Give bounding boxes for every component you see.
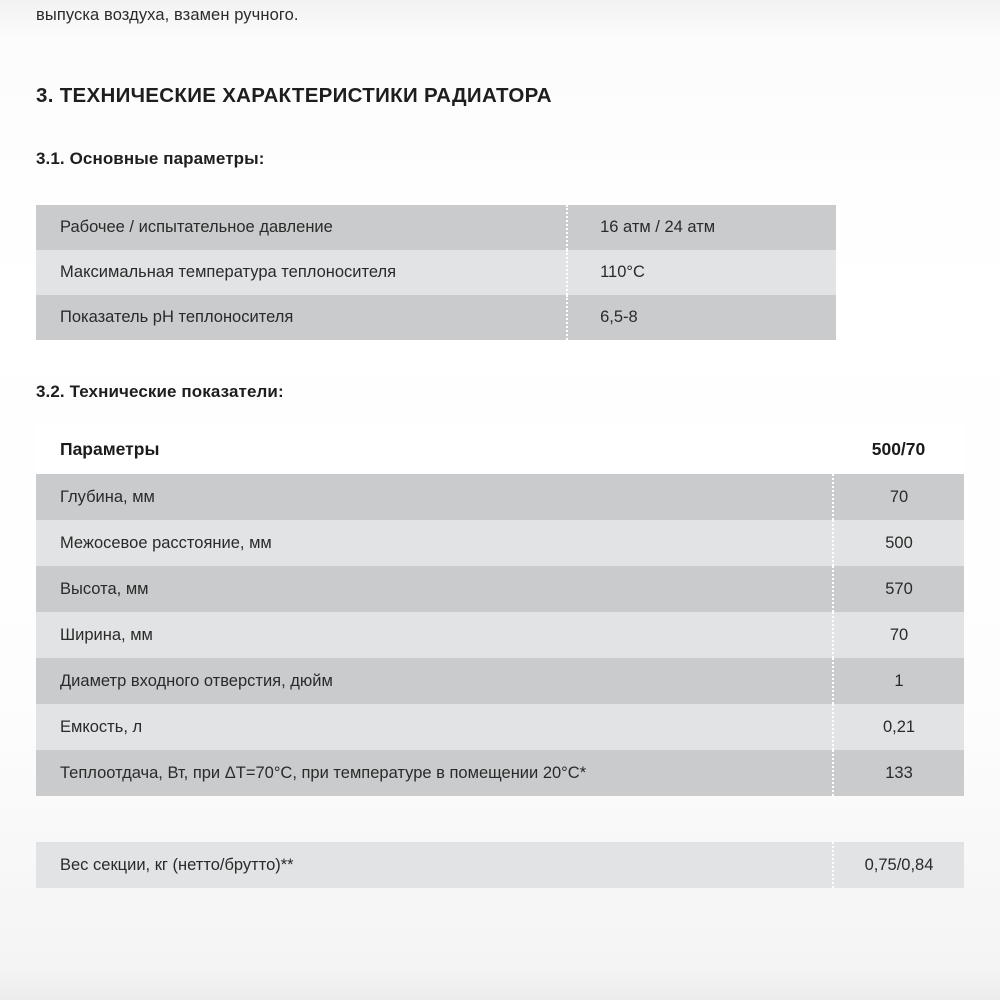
parameter-name: Показатель pH теплоносителя	[36, 295, 567, 340]
indicator-name: Вес секции, кг (нетто/брутто)**	[36, 842, 833, 888]
column-header-parameters: Параметры	[36, 424, 833, 474]
indicator-value: 133	[833, 750, 964, 796]
table-row	[36, 704, 964, 750]
indicator-value: 570	[833, 566, 964, 612]
parameter-name: Максимальная температура теплоносителя	[36, 250, 567, 295]
basic-parameters-table	[36, 205, 836, 340]
section-heading: 3. ТЕХНИЧЕСКИЕ ХАРАКТЕРИСТИКИ РАДИАТОРА	[36, 84, 552, 107]
column-header-model: 500/70	[833, 424, 964, 474]
subsection-heading-technical-indicators: 3.2. Технические показатели:	[36, 382, 284, 401]
indicator-name: Ширина, мм	[36, 612, 833, 658]
parameter-value: 110°C	[567, 250, 836, 295]
indicator-name: Межосевое расстояние, мм	[36, 520, 833, 566]
table-row	[36, 566, 964, 612]
indicator-value: 1	[833, 658, 964, 704]
indicator-value: 0,21	[833, 704, 964, 750]
indicator-name: Диаметр входного отверстия, дюйм	[36, 658, 833, 704]
table-spacer-row	[36, 796, 964, 842]
table-row	[36, 612, 964, 658]
parameter-value: 16 атм / 24 атм	[567, 205, 836, 250]
indicator-name: Высота, мм	[36, 566, 833, 612]
subsection-heading-basic-parameters: 3.1. Основные параметры:	[36, 149, 265, 168]
parameter-name: Рабочее / испытательное давление	[36, 205, 567, 250]
table-row	[36, 520, 964, 566]
intro-paragraph: выпуска воздуха, взамен ручного.	[36, 6, 299, 24]
indicator-value: 0,75/0,84	[833, 842, 964, 888]
table-header-row	[36, 424, 964, 474]
indicator-value: 70	[833, 474, 964, 520]
table-row	[36, 205, 836, 250]
indicator-name: Емкость, л	[36, 704, 833, 750]
table-row	[36, 474, 964, 520]
table-row	[36, 250, 836, 295]
indicator-name: Теплоотдача, Вт, при ΔT=70°C, при температуре в помещении 20°C*	[36, 750, 833, 796]
table-row	[36, 658, 964, 704]
indicator-value: 70	[833, 612, 964, 658]
parameter-value: 6,5-8	[567, 295, 836, 340]
technical-indicators-table	[36, 424, 964, 888]
indicator-name: Глубина, мм	[36, 474, 833, 520]
table-row	[36, 842, 964, 888]
table-row	[36, 295, 836, 340]
indicator-value: 500	[833, 520, 964, 566]
table-row	[36, 750, 964, 796]
